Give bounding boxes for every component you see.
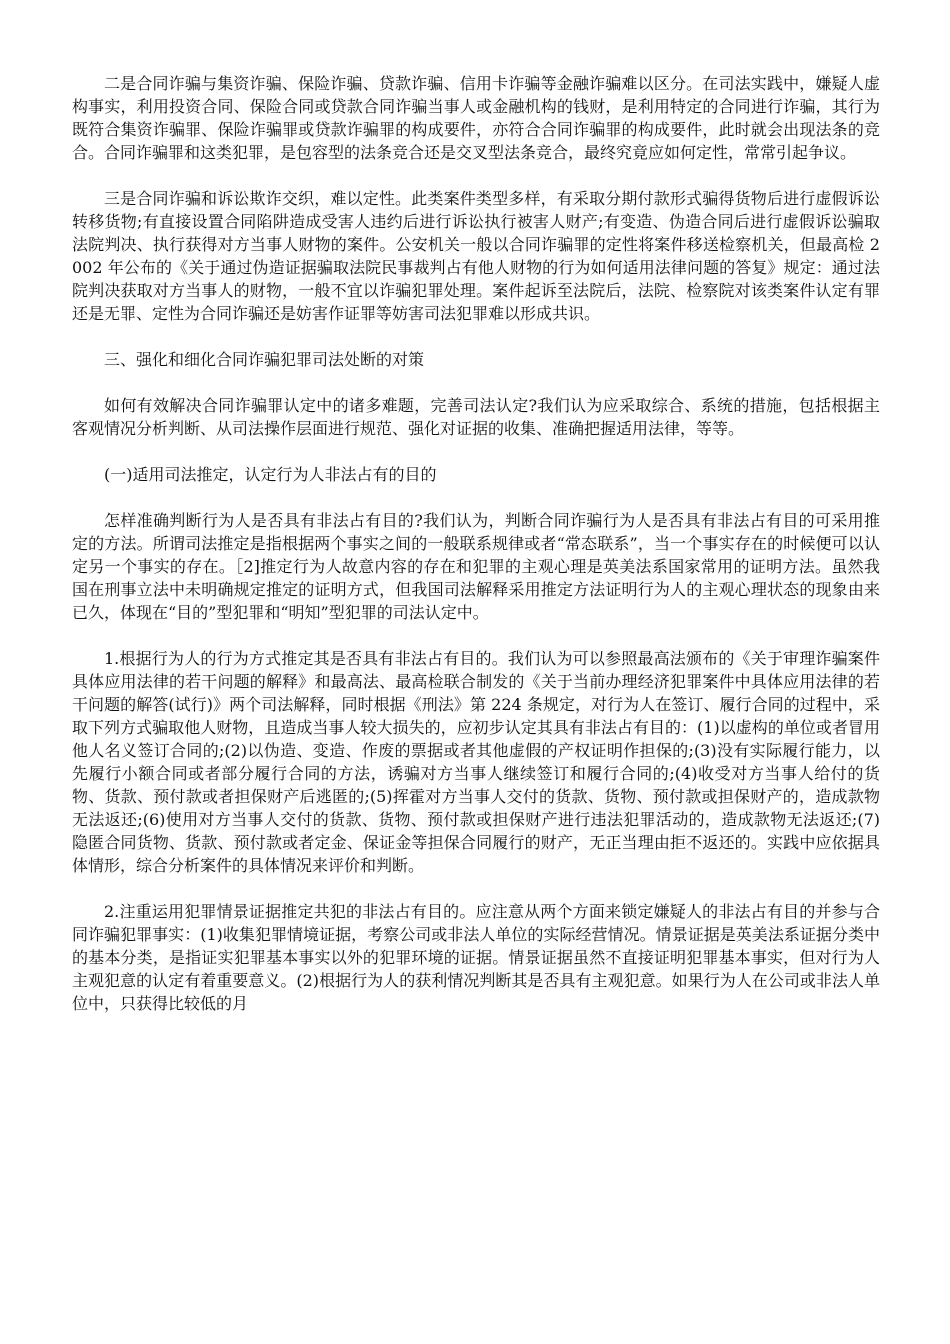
paragraph-situational-evidence: 2.注重运用犯罪情景证据推定共犯的非法占有目的。应注意从两个方面来锁定嫌疑人的非法占有目的并参与合同诈骗犯罪事实：(1)收集犯罪情境证据，考察公司或非法人单位的实际经营情况。情景证据是英美法系证据分类中的基本分类，是指证实犯罪基本事实以外的犯罪环境的证据。情景证据虽然不直接证明犯罪基本事实，但对行为人主观犯意的认定有着重要意义。(2)根据行为人的获利情况判断其是否具有主观犯意。如果行为人在公司或非法人单位中，只获得比较低的月 [72, 902, 880, 1013]
paragraph-contract-vs-financial-fraud: 二是合同诈骗与集资诈骗、保险诈骗、贷款诈骗、信用卡诈骗等金融诈骗难以区分。在司法实践中，嫌疑人虚构事实，利用投资合同、保险合同或贷款合同诈骗当事人或金融机构的钱财，是利用特定的合同进行诈骗，其行为既符合集资诈骗罪、保险诈骗罪或贷款诈骗罪的构成要件，亦符合合同诈骗罪的构成要件，此时就会出现法条的竞合。合同诈骗罪和这类犯罪，是包容型的法条竞合还是交叉型法条竞合，最终究竟应如何定性，常常引起争议。 [72, 74, 880, 162]
section-heading-countermeasures: 三、强化和细化合同诈骗犯罪司法处断的对策 [104, 350, 425, 369]
paragraph-presumption-method: 怎样准确判断行为人是否具有非法占有目的?我们认为，判断合同诈骗行为人是否具有非法占有目的可采用推定的方法。所谓司法推定是指根据两个事实之间的一般联系规律或者“常态联系”，当一个事实存在的时候便可以认定另一个事实的存在。［2]推定行为人故意内容的存在和犯罪的主观心理是英美法系国家常用的证明方法。虽然我国在刑事立法中未明确规定推定的证明方式，但我国司法解释采用推定方法证明行为人的主观心理状态的现象由来已久，体现在“目的”型犯罪和“明知”型犯罪的司法认定中。 [72, 511, 880, 622]
paragraph-contract-fraud-litigation-fraud: 三是合同诈骗和诉讼欺诈交织，难以定性。此类案件类型多样，有采取分期付款形式骗得货物后进行虚假诉讼转移货物;有直接设置合同陷阱造成受害人违约后进行诉讼执行被害人财产;有变造、伪造合同后进行虚假诉讼骗取法院判决、执行获得对方当事人财物的案件。公安机关一般以合同诈骗罪的定性将案件移送检察机关，但最高检 2002 年公布的《关于通过伪造证据骗取法院民事裁判占有他人财物的行为如何适用法律问题的答复》规定：通过法院判决获取对方当事人的财物，一般不宜以诈骗犯罪处理。案件起诉至法院后，法院、检察院对该类案件认定有罪还是无罪、定性为合同诈骗还是妨害作证罪等妨害司法犯罪难以形成共识。 [72, 189, 880, 323]
document-page [72, 72, 880, 1038]
paragraph-comprehensive-measures: 如何有效解决合同诈骗罪认定中的诸多难题，完善司法认定?我们认为应采取综合、系统的措施，包括根据主客观情况分析判断、从司法操作层面进行规范、强化对证据的收集、准确把握适用法律，等等。 [72, 396, 880, 438]
subsection-heading-judicial-presumption: (一)适用司法推定，认定行为人非法占有的目的 [104, 465, 437, 484]
paragraph-behavior-presumption: 1.根据行为人的行为方式推定其是否具有非法占有目的。我们认为可以参照最高法颁布的《关于审理诈骗案件具体应用法律的若干问题的解释》和最高法、最高检联合制发的《关于当前办理经济犯罪案件中具体应用法律的若干问题的解答(试行)》两个司法解释，同时根据《刑法》第 224 条规定，对行为人在签订、履行合同的过程中，采取下列方式骗取他人财物，且造成当事人较大损失的，应初步认定其具有非法占有目的：(1)以虚构的单位或者冒用他人名义签订合同的;(2)以伪造、变造、作废的票据或者其他虚假的产权证明作担保的;(3)没有实际履行能力，以先履行小额合同或者部分履行合同的方法，诱骗对方当事人继续签订和履行合同的;(4)收受对方当事人给付的货物、货款、预付款或者担保财产后逃匿的;(5)挥霍对方当事人交付的货款、货物、预付款或担保财产的，造成款物无法返还;(6)使用对方当事人交付的货款、货物、预付款或担保财产进行违法犯罪活动的，造成款物无法返还;(7)隐匿合同货物、货款、预付款或者定金、保证金等担保合同履行的财产，无正当理由拒不返还的。实践中应依据具体情形，综合分析案件的具体情况来评价和判断。 [72, 649, 880, 875]
